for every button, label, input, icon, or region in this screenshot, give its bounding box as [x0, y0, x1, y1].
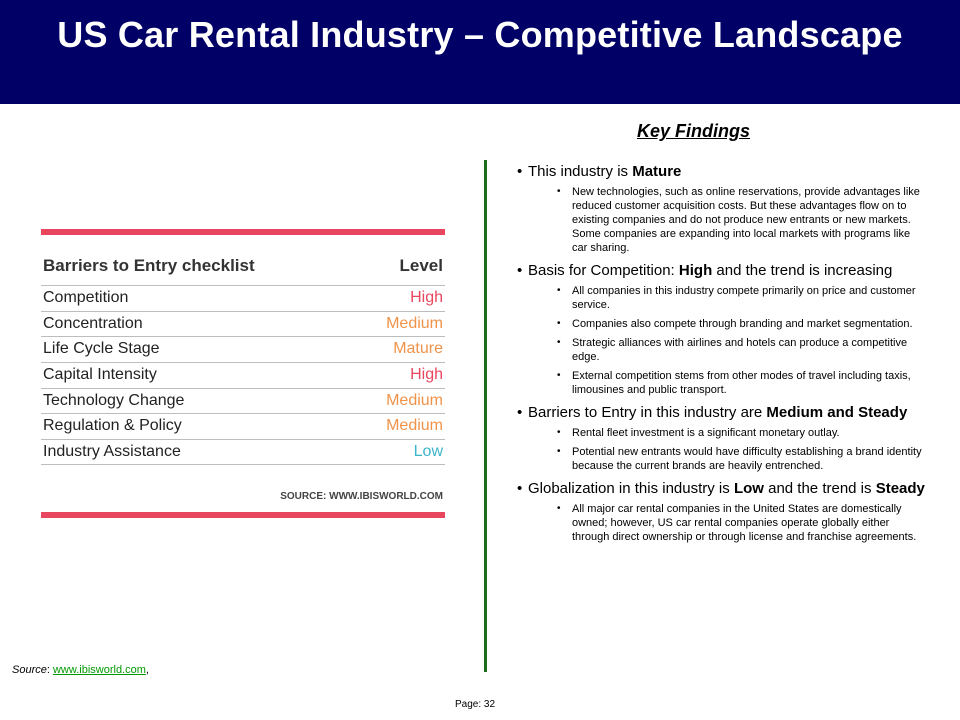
finding-main-point — [517, 161, 927, 182]
finding-sub-point: • All major car rental companies in the United States are domestically owned; however, US car rental companies operate globally either through direct ownership or through license and franchise agreements. — [557, 502, 927, 544]
finding-text-pre: This industry is — [528, 163, 633, 180]
source-suffix: , — [145, 664, 149, 676]
checklist-row-level: Medium — [386, 314, 443, 332]
finding-item — [517, 161, 927, 255]
page-number: Page: 32 — [455, 699, 496, 710]
vertical-divider — [484, 160, 487, 672]
checklist-rows — [41, 285, 445, 465]
title-banner — [0, 0, 960, 104]
checklist-row — [41, 285, 445, 311]
finding-sub-point: • Companies also compete through branding and market segmentation. — [557, 317, 927, 331]
finding-text-pre: Basis for Competition: — [528, 262, 679, 279]
checklist-row — [41, 362, 445, 388]
finding-main-point — [517, 402, 927, 423]
checklist-row-level: High — [410, 366, 443, 384]
finding-sub-point: • New technologies, such as online reservations, provide advantages like reduced customer acquisition costs. But these advantages flow on to existing companies and do not produce new entrants or new markets. Some companies are expanding into local markets with programs like car sharing. — [557, 185, 927, 255]
checklist-header-level: Level — [399, 256, 443, 275]
finding-text-bold: Medium and Steady — [766, 404, 908, 421]
checklist-row-name: Industry Assistance — [43, 443, 181, 461]
source-label: Source — [12, 664, 47, 676]
finding-text-bold2: Steady — [875, 480, 925, 497]
finding-main-point — [517, 478, 927, 499]
finding-text-bold: Mature — [632, 163, 682, 180]
checklist-row — [41, 311, 445, 337]
finding-text-bold: High — [678, 262, 713, 279]
key-findings-title: Key Findings — [637, 121, 751, 141]
checklist-row — [41, 388, 445, 414]
finding-sub-list — [517, 284, 927, 397]
finding-text-pre: Barriers to Entry in this industry are — [528, 404, 767, 421]
checklist-row-name: Regulation & Policy — [43, 417, 182, 435]
finding-sub-point: • Potential new entrants would have difficulty establishing a brand identity because the current brands are heavily entrenched. — [557, 445, 927, 473]
finding-sub-point: • All companies in this industry compete primarily on price and customer service. — [557, 284, 927, 312]
checklist-row-level: High — [410, 289, 443, 306]
checklist-top-bar — [41, 229, 445, 235]
finding-text-mid: and the trend is — [763, 480, 876, 497]
barriers-checklist-image — [41, 229, 445, 519]
slide-title: US Car Rental Industry – Competitive Landscape — [57, 14, 903, 55]
finding-text-bold: Low — [733, 480, 764, 497]
finding-main-point — [517, 260, 927, 281]
checklist-row — [41, 439, 445, 465]
checklist-row — [41, 336, 445, 362]
finding-text-mid: and the trend is increasing — [712, 262, 893, 279]
checklist-row-level: Medium — [386, 417, 443, 435]
finding-sub-list — [517, 426, 927, 473]
checklist-row-level: Medium — [386, 391, 443, 409]
checklist-bottom-bar — [41, 512, 445, 518]
source-colon: : — [46, 664, 53, 676]
checklist-header-title: Barriers to Entry checklist — [43, 256, 255, 275]
checklist-source: SOURCE: WWW.IBISWORLD.COM — [280, 491, 443, 502]
finding-sub-point: • Rental fleet investment is a significant monetary outlay. — [557, 426, 927, 440]
checklist-row-level: Mature — [393, 340, 443, 358]
checklist-row-name: Technology Change — [43, 391, 185, 409]
source-citation — [12, 664, 149, 676]
checklist-row — [41, 413, 445, 439]
checklist-row-name: Concentration — [43, 314, 143, 332]
finding-sub-point: • External competition stems from other modes of travel including taxis, limousines and public transport. — [557, 369, 927, 397]
checklist-row-name: Life Cycle Stage — [43, 340, 160, 358]
key-findings-list — [517, 161, 927, 549]
finding-sub-point: • Strategic alliances with airlines and hotels can produce a competitive edge. — [557, 336, 927, 364]
finding-item — [517, 478, 927, 544]
finding-text-pre: Globalization in this industry is — [528, 480, 734, 497]
source-link[interactable]: www.ibisworld.com — [52, 664, 146, 676]
checklist-row-name: Competition — [43, 289, 129, 306]
checklist-row-name: Capital Intensity — [43, 366, 157, 384]
finding-sub-list — [517, 502, 927, 544]
checklist-row-level: Low — [413, 443, 443, 461]
finding-item — [517, 402, 927, 473]
finding-sub-list — [517, 185, 927, 255]
finding-item — [517, 260, 927, 397]
